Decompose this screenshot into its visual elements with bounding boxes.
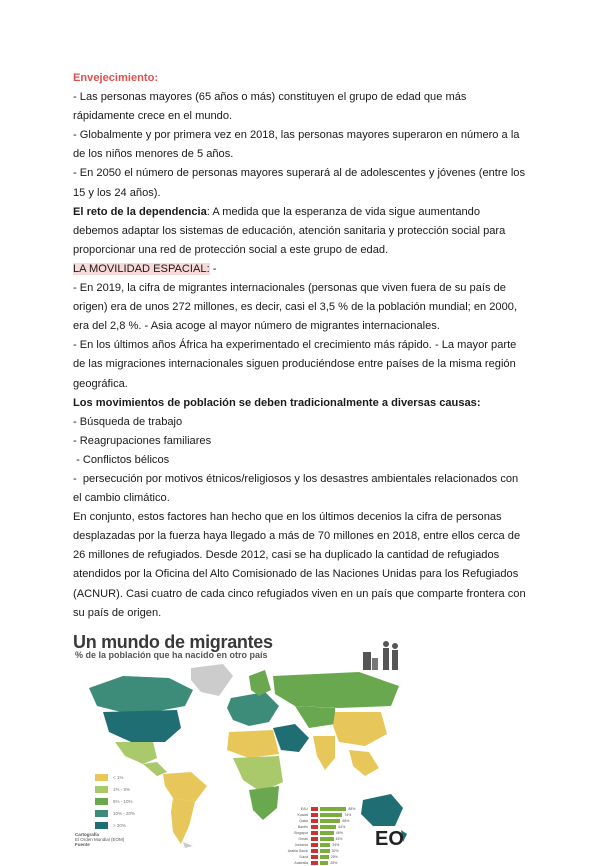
- map-subtitle: % de la población que ha nacido en otro país: [75, 650, 268, 660]
- migrants-map-figure: [73, 628, 407, 865]
- bar-value: 68%: [342, 819, 350, 823]
- cause-item: el cambio climático.: [73, 492, 170, 505]
- cause-item: - Búsqueda de trabajo: [73, 415, 183, 428]
- heading-envejecimiento: Envejecimiento:: [73, 72, 159, 84]
- cause-item: - Reagrupaciones familiares: [73, 434, 212, 447]
- reto-text: : A medida que la esperanza de vida sigue aumentando: [206, 205, 481, 218]
- map-credit: Cartografía El Orden Mundial (EOM) Fuente: [75, 832, 125, 847]
- map-region-australia: [361, 794, 403, 826]
- cause-item: - persecución por motivos étnicos/religiosos y los desastres ambientales relacionados con: [73, 472, 519, 485]
- bar: [320, 813, 342, 817]
- flag-icon: [311, 807, 318, 811]
- bar-row: [286, 860, 355, 866]
- bar-value: 28%: [330, 861, 338, 865]
- flag-icon: [311, 825, 318, 829]
- flag-icon: [311, 831, 318, 835]
- text-line: En conjunto, estos factores han hecho que en los últimos decenios la cifra de personas: [73, 511, 502, 524]
- text-line: de los niños menores de 5 años.: [73, 148, 234, 161]
- legend-item: < 1%: [95, 772, 135, 782]
- flag-icon: [311, 819, 318, 823]
- legend-item: 1% - 5%: [95, 784, 135, 794]
- text-line: proporcionar una red de protección social a este grupo de edad.: [73, 243, 389, 256]
- text-line: (ACNUR). Casi cuatro de cada cinco refugiados viven en un país que comparte frontera con: [73, 587, 526, 600]
- bar-label: Jordania: [294, 843, 308, 847]
- text-line: atendidos por la Oficina del Alto Comisionado de las Naciones Unidas para los Refugiados: [73, 568, 519, 581]
- flag-icon: [311, 861, 318, 865]
- text-line: - En 2019, la cifra de migrantes internacionales (personas que viven fuera de su país de: [73, 282, 506, 295]
- legend-item: > 20%: [95, 820, 135, 830]
- heading-suffix: -: [209, 262, 217, 275]
- bar-value: 74%: [344, 813, 352, 817]
- bar: [320, 861, 328, 865]
- bar-value: 29%: [330, 855, 338, 859]
- bar: [320, 855, 329, 859]
- bar: [320, 807, 346, 811]
- bar: [320, 819, 340, 823]
- bar-value: 46%: [335, 831, 343, 835]
- bar-label: Arabia Saudí: [287, 849, 308, 853]
- map-region-usa: [103, 710, 181, 742]
- map-region-antarctica-hint: [183, 842, 193, 848]
- bar-label: Baréin: [297, 825, 308, 829]
- bar-value: 34%: [332, 843, 340, 847]
- bar-value: 32%: [331, 849, 339, 853]
- map-region-south-america-south: [171, 798, 195, 844]
- flag-icon: [311, 813, 318, 817]
- text-line: era del 2,8 %. - Asia acoge al mayor número de migrantes internacionales.: [73, 320, 440, 333]
- map-region-middle-east: [273, 724, 309, 752]
- bar-value: 88%: [348, 807, 356, 811]
- text-line: su país de origen.: [73, 606, 162, 619]
- bar-label: Qatar: [299, 819, 308, 823]
- bar-value: 45%: [335, 837, 343, 841]
- map-region-mexico: [115, 742, 157, 764]
- map-title: Un mundo de migrantes: [73, 632, 273, 652]
- text-line: - En los últimos años África ha experimentado el crecimiento más rápido. - La mayor parte: [73, 339, 517, 352]
- document-body: [73, 69, 533, 623]
- bar: [320, 849, 330, 853]
- flag-icon: [311, 843, 318, 847]
- map-region-india: [313, 736, 335, 770]
- bar-label: EAU: [300, 807, 308, 811]
- text-line: geográfica.: [73, 377, 128, 390]
- map-region-scandinavia: [249, 670, 271, 696]
- map-region-greenland: [191, 664, 233, 696]
- text-line: origen) era de unos 272 millones, es decir, casi el 3,5 % de la población mundial; en 2000,: [73, 301, 518, 314]
- bar-label: Kuwait: [297, 813, 308, 817]
- highlighted-heading: LA MOVILIDAD ESPACIAL:: [73, 262, 210, 275]
- paragraph-reto: [73, 203, 533, 222]
- legend-item: 10% - 20%: [95, 808, 135, 818]
- map-region-europe: [227, 692, 279, 726]
- heading-movilidad: [73, 260, 533, 279]
- map-region-south-america-north: [163, 772, 207, 802]
- text-line: - Las personas mayores (65 años o más) constituyen el grupo de edad que más: [73, 91, 467, 104]
- map-region-central-asia: [295, 706, 335, 728]
- map-region-china: [333, 712, 387, 746]
- text-line: desplazadas por la fuerza haya llegado a más de 70 millones en 2018, entre ellos cerca de: [73, 530, 521, 543]
- cause-item: - Conflictos bélicos: [73, 453, 170, 466]
- text-line: - Globalmente y por primera vez en 2018, las personas mayores superaron en número a la: [73, 129, 520, 142]
- map-region-north-africa: [227, 730, 279, 758]
- bar: [320, 825, 336, 829]
- flag-icon: [311, 855, 318, 859]
- reto-heading: El reto de la dependencia: [73, 205, 207, 218]
- bar-label: Suiza: [299, 855, 308, 859]
- text-line: de las migraciones internacionales siguen produciéndose entre países de la misma región: [73, 358, 516, 371]
- map-region-southern-africa: [249, 786, 279, 820]
- bar-label: Singapur: [293, 831, 308, 835]
- bar-value: 54%: [338, 825, 346, 829]
- text-line: 26 millones de refugiados. Desde 2012, casi se ha duplicado la cantidad de refugiados: [73, 549, 500, 562]
- bar: [320, 837, 334, 841]
- bar: [320, 831, 334, 835]
- legend-item: 5% - 10%: [95, 796, 135, 806]
- bar-label: Australia: [294, 861, 308, 865]
- text-line: - En 2050 el número de personas mayores superará al de adolescentes y jóvenes (entre los: [73, 167, 526, 180]
- map-legend: [95, 772, 135, 832]
- text-line: 15 y los 24 años).: [73, 186, 161, 199]
- map-region-central-america: [143, 762, 167, 776]
- flag-icon: [311, 837, 318, 841]
- map-region-southeast-asia: [349, 750, 379, 776]
- text-line: rápidamente crece en el mundo.: [73, 110, 233, 123]
- bar-label: Omán: [298, 837, 308, 841]
- map-region-russia: [273, 672, 399, 708]
- text-line: debemos adaptar los sistemas de educación, atención sanitaria y protección social para: [73, 224, 506, 237]
- top-countries-bars: [286, 806, 355, 866]
- eom-logo: EO: [375, 828, 404, 850]
- map-region-canada: [89, 676, 193, 712]
- bar: [320, 843, 330, 847]
- flag-icon: [311, 849, 318, 853]
- causes-heading: Los movimientos de población se deben tradicionalmente a diversas causas:: [73, 396, 481, 409]
